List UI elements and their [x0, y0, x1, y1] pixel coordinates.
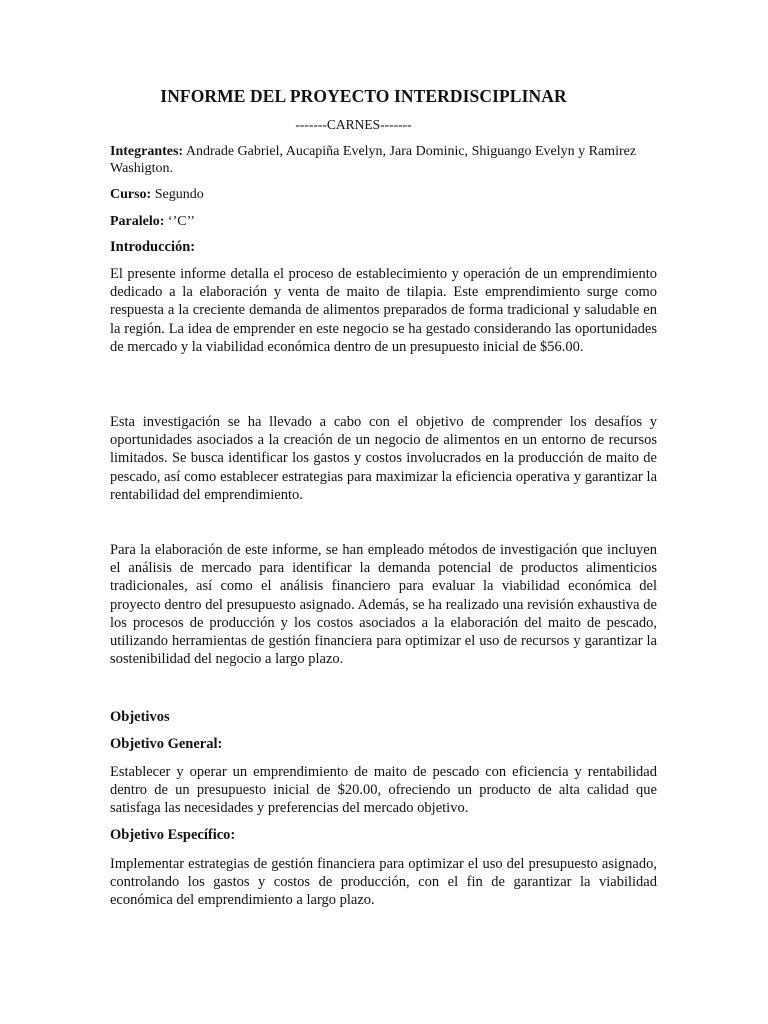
curso-value: Segundo: [154, 187, 204, 202]
objetivo-general-heading: Objetivo General:: [110, 736, 223, 752]
paralelo-label: Paralelo:: [110, 214, 165, 229]
objetivo-general-text: Establecer y operar un emprendimiento de maito de pescado con eficiencia y rentabilidad dentro de un presupuesto inicial de $20.00, ofreciendo un producto de alta calidad que satisfaga las necesidades y preferencias del mercado objetivo.: [110, 764, 657, 817]
introduccion-paragraph-1: El presente informe detalla el proceso de establecimiento y operación de un emprendimiento dedicado a la elaboración y venta de maito de tilapia. Este emprendimiento surge como respuesta a la creciente demanda de alimentos preparados de forma tradicional y saludable en la región. La idea de emprender en este negocio se ha gestado considerando las oportunidades de mercado y la viabilidad económica dentro de un presupuesto inicial de $56.00.: [110, 266, 657, 355]
objetivo-especifico-heading: Objetivo Específico:: [110, 827, 236, 843]
paralelo-value: ‘’C’’: [167, 214, 195, 229]
integrantes-value: Andrade Gabriel, Aucapiña Evelyn, Jara Dominic, Shiguango Evelyn y Ramirez Washigton.: [110, 144, 637, 176]
paralelo-line: [110, 213, 657, 230]
integrantes-label: Integrantes:: [110, 144, 184, 159]
introduccion-heading: Introducción:: [110, 239, 196, 255]
objetivos-heading: Objetivos: [110, 709, 170, 725]
document-subtitle: -------CARNES-------: [295, 117, 412, 132]
integrantes-line: [110, 143, 657, 177]
introduccion-paragraph-2: Esta investigación se ha llevado a cabo con el objetivo de comprender los desafíos y oportunidades asociados a la creación de un negocio de alimentos en un entorno de recursos limitados. Se busca identificar los gastos y costos involucrados en la producción de maito de pescado, así como establecer estrategias para maximizar la eficiencia operativa y garantizar la rentabilidad del emprendimiento.: [110, 414, 657, 503]
objetivo-especifico-text: Implementar estrategias de gestión financiera para optimizar el uso del presupuesto asignado, controlando los gastos y costos de producción, con el fin de garantizar la viabilidad económica del emprendimiento a largo plazo.: [110, 856, 657, 909]
document-title: INFORME DEL PROYECTO INTERDISCIPLINAR: [160, 86, 567, 106]
introduccion-paragraph-3: Para la elaboración de este informe, se han empleado métodos de investigación que incluyen el análisis de mercado para identificar la demanda potencial de productos alimenticios tradicionales, así como el análisis financiero para evaluar la viabilidad económica del proyecto dentro del presupuesto asignado. Además, se ha realizado una revisión exhaustiva de los procesos de producción y los costos asociados a la elaboración del maito de pescado, utilizando herramientas de gestión financiera para optimizar el uso de recursos y garantizar la sostenibilidad del negocio a largo plazo.: [110, 542, 657, 668]
curso-label: Curso:: [110, 187, 152, 202]
curso-line: [110, 186, 657, 203]
